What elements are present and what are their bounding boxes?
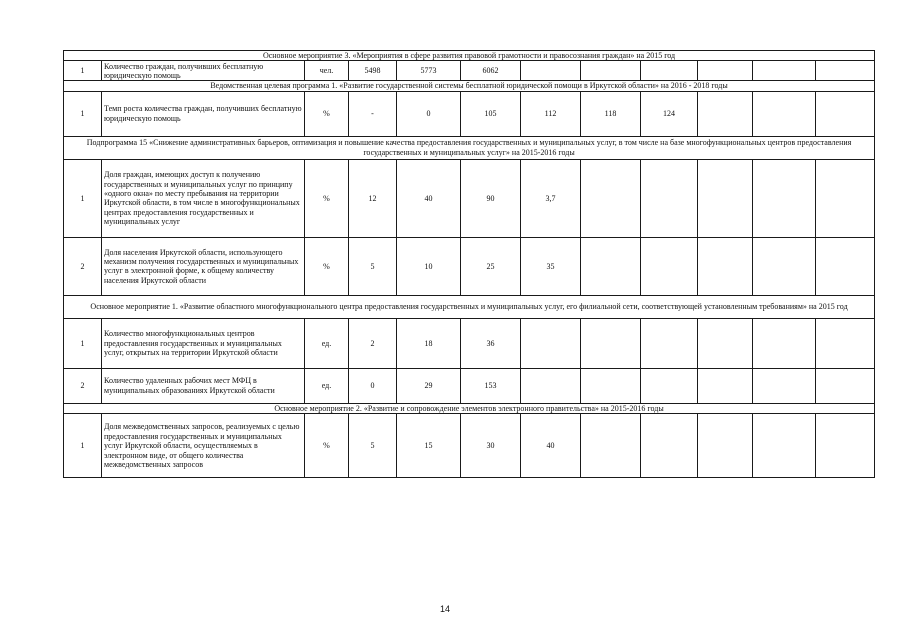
row-number: 1: [64, 159, 102, 237]
section-header-row: [64, 136, 875, 159]
value-cell: [753, 237, 816, 295]
value-cell: 5773: [397, 61, 461, 81]
value-cell: 30: [461, 414, 521, 478]
value-cell: 118: [581, 91, 641, 136]
unit-cell: %: [305, 414, 349, 478]
value-cell: 3,7: [521, 159, 581, 237]
row-number: 1: [64, 91, 102, 136]
value-cell: 40: [397, 159, 461, 237]
value-cell: 18: [397, 318, 461, 368]
section-title: Основное мероприятие 2. «Развитие и сопровождение элементов электронного правительства» на 2015-2016 годы: [64, 403, 875, 413]
row-number: 2: [64, 237, 102, 295]
value-cell: [753, 91, 816, 136]
unit-cell: %: [305, 159, 349, 237]
table-row: [64, 61, 875, 81]
row-number: 1: [64, 414, 102, 478]
value-cell: [581, 414, 641, 478]
section-title: Подпрограмма 15 «Снижение административных барьеров, оптимизация и повышение качества предоставления государственных и муниципальных услуг, в том числе на базе многофункциональных центров предоставления государственных и муниципальных услуг» на 2015-2016 годы: [64, 136, 875, 159]
value-cell: [753, 318, 816, 368]
unit-cell: %: [305, 237, 349, 295]
document-page: [63, 50, 852, 478]
value-cell: 12: [349, 159, 397, 237]
value-cell: 40: [521, 414, 581, 478]
value-cell: [753, 159, 816, 237]
value-cell: [816, 61, 875, 81]
value-cell: 15: [397, 414, 461, 478]
unit-cell: чел.: [305, 61, 349, 81]
unit-cell: ед.: [305, 318, 349, 368]
row-number: 1: [64, 61, 102, 81]
value-cell: 0: [349, 368, 397, 403]
value-cell: 36: [461, 318, 521, 368]
value-cell: 29: [397, 368, 461, 403]
value-cell: [753, 61, 816, 81]
value-cell: [698, 61, 753, 81]
table-row: [64, 368, 875, 403]
value-cell: 153: [461, 368, 521, 403]
section-header-row: [64, 295, 875, 318]
value-cell: 112: [521, 91, 581, 136]
indicator-name: Количество удаленных рабочих мест МФЦ в муниципальных образованиях Иркутской области: [102, 368, 305, 403]
value-cell: 35: [521, 237, 581, 295]
table-row: [64, 91, 875, 136]
value-cell: [521, 61, 581, 81]
section-title: Основное мероприятие 3. «Мероприятия в сфере развития правовой грамотности и правосознания граждан» на 2015 год: [64, 51, 875, 61]
indicator-name: Количество граждан, получивших бесплатную юридическую помощь: [102, 61, 305, 81]
value-cell: -: [349, 91, 397, 136]
value-cell: [641, 237, 698, 295]
indicator-name: Количество многофункциональных центров предоставления государственных и муниципальных услуг, открытых на территории Иркутской области: [102, 318, 305, 368]
value-cell: [698, 318, 753, 368]
value-cell: [641, 61, 698, 81]
indicator-name: Темп роста количества граждан, получивших бесплатную юридическую помощь: [102, 91, 305, 136]
table-row: [64, 237, 875, 295]
value-cell: [641, 159, 698, 237]
value-cell: [581, 368, 641, 403]
value-cell: [816, 414, 875, 478]
value-cell: [581, 318, 641, 368]
value-cell: [581, 61, 641, 81]
table-row: [64, 318, 875, 368]
indicators-table: [63, 50, 875, 478]
value-cell: 105: [461, 91, 521, 136]
table-row: [64, 159, 875, 237]
indicator-name: Доля граждан, имеющих доступ к получению государственных и муниципальных услуг по принципу «одного окна» по месту пребывания на территории Иркутской области, в том числе в многофункциональных центрах предоставления государственных и муниципальных услуг: [102, 159, 305, 237]
section-header-row: [64, 51, 875, 61]
value-cell: [816, 237, 875, 295]
section-title: Ведомственная целевая программа 1. «Развитие государственной системы бесплатной юридической помощи в Иркутской области» на 2016 - 2018 годы: [64, 81, 875, 91]
section-header-row: [64, 403, 875, 413]
value-cell: [581, 237, 641, 295]
value-cell: [753, 414, 816, 478]
value-cell: [698, 414, 753, 478]
value-cell: [698, 237, 753, 295]
indicator-name: Доля населения Иркутской области, использующего механизм получения государственных и муниципальных услуг в электронной форме, к общему количеству населения Иркутской области: [102, 237, 305, 295]
value-cell: 5: [349, 414, 397, 478]
row-number: 2: [64, 368, 102, 403]
table-body: [64, 51, 875, 478]
indicator-name: Доля межведомственных запросов, реализуемых с целью предоставления государственных и муниципальных услуг Иркутской области, осуществляемых в электронном виде, от общего количества межведомственных запросов: [102, 414, 305, 478]
value-cell: [641, 318, 698, 368]
value-cell: [521, 368, 581, 403]
value-cell: [698, 368, 753, 403]
row-number: 1: [64, 318, 102, 368]
value-cell: [521, 318, 581, 368]
value-cell: 6062: [461, 61, 521, 81]
section-title: Основное мероприятие 1. «Развитие областного многофункционального центра предоставления государственных и муниципальных услуг, его филиальной сети, соответствующей установленным требованиям» на 2015 год: [64, 295, 875, 318]
unit-cell: %: [305, 91, 349, 136]
unit-cell: ед.: [305, 368, 349, 403]
value-cell: 90: [461, 159, 521, 237]
value-cell: [641, 368, 698, 403]
value-cell: [816, 318, 875, 368]
value-cell: [698, 91, 753, 136]
value-cell: 5498: [349, 61, 397, 81]
value-cell: [816, 368, 875, 403]
value-cell: [641, 414, 698, 478]
value-cell: 124: [641, 91, 698, 136]
value-cell: [816, 159, 875, 237]
section-header-row: [64, 81, 875, 91]
value-cell: 25: [461, 237, 521, 295]
value-cell: [581, 159, 641, 237]
value-cell: [816, 91, 875, 136]
value-cell: [698, 159, 753, 237]
value-cell: 2: [349, 318, 397, 368]
value-cell: 0: [397, 91, 461, 136]
value-cell: 10: [397, 237, 461, 295]
value-cell: 5: [349, 237, 397, 295]
value-cell: [753, 368, 816, 403]
table-row: [64, 414, 875, 478]
page-number: 14: [440, 604, 451, 614]
